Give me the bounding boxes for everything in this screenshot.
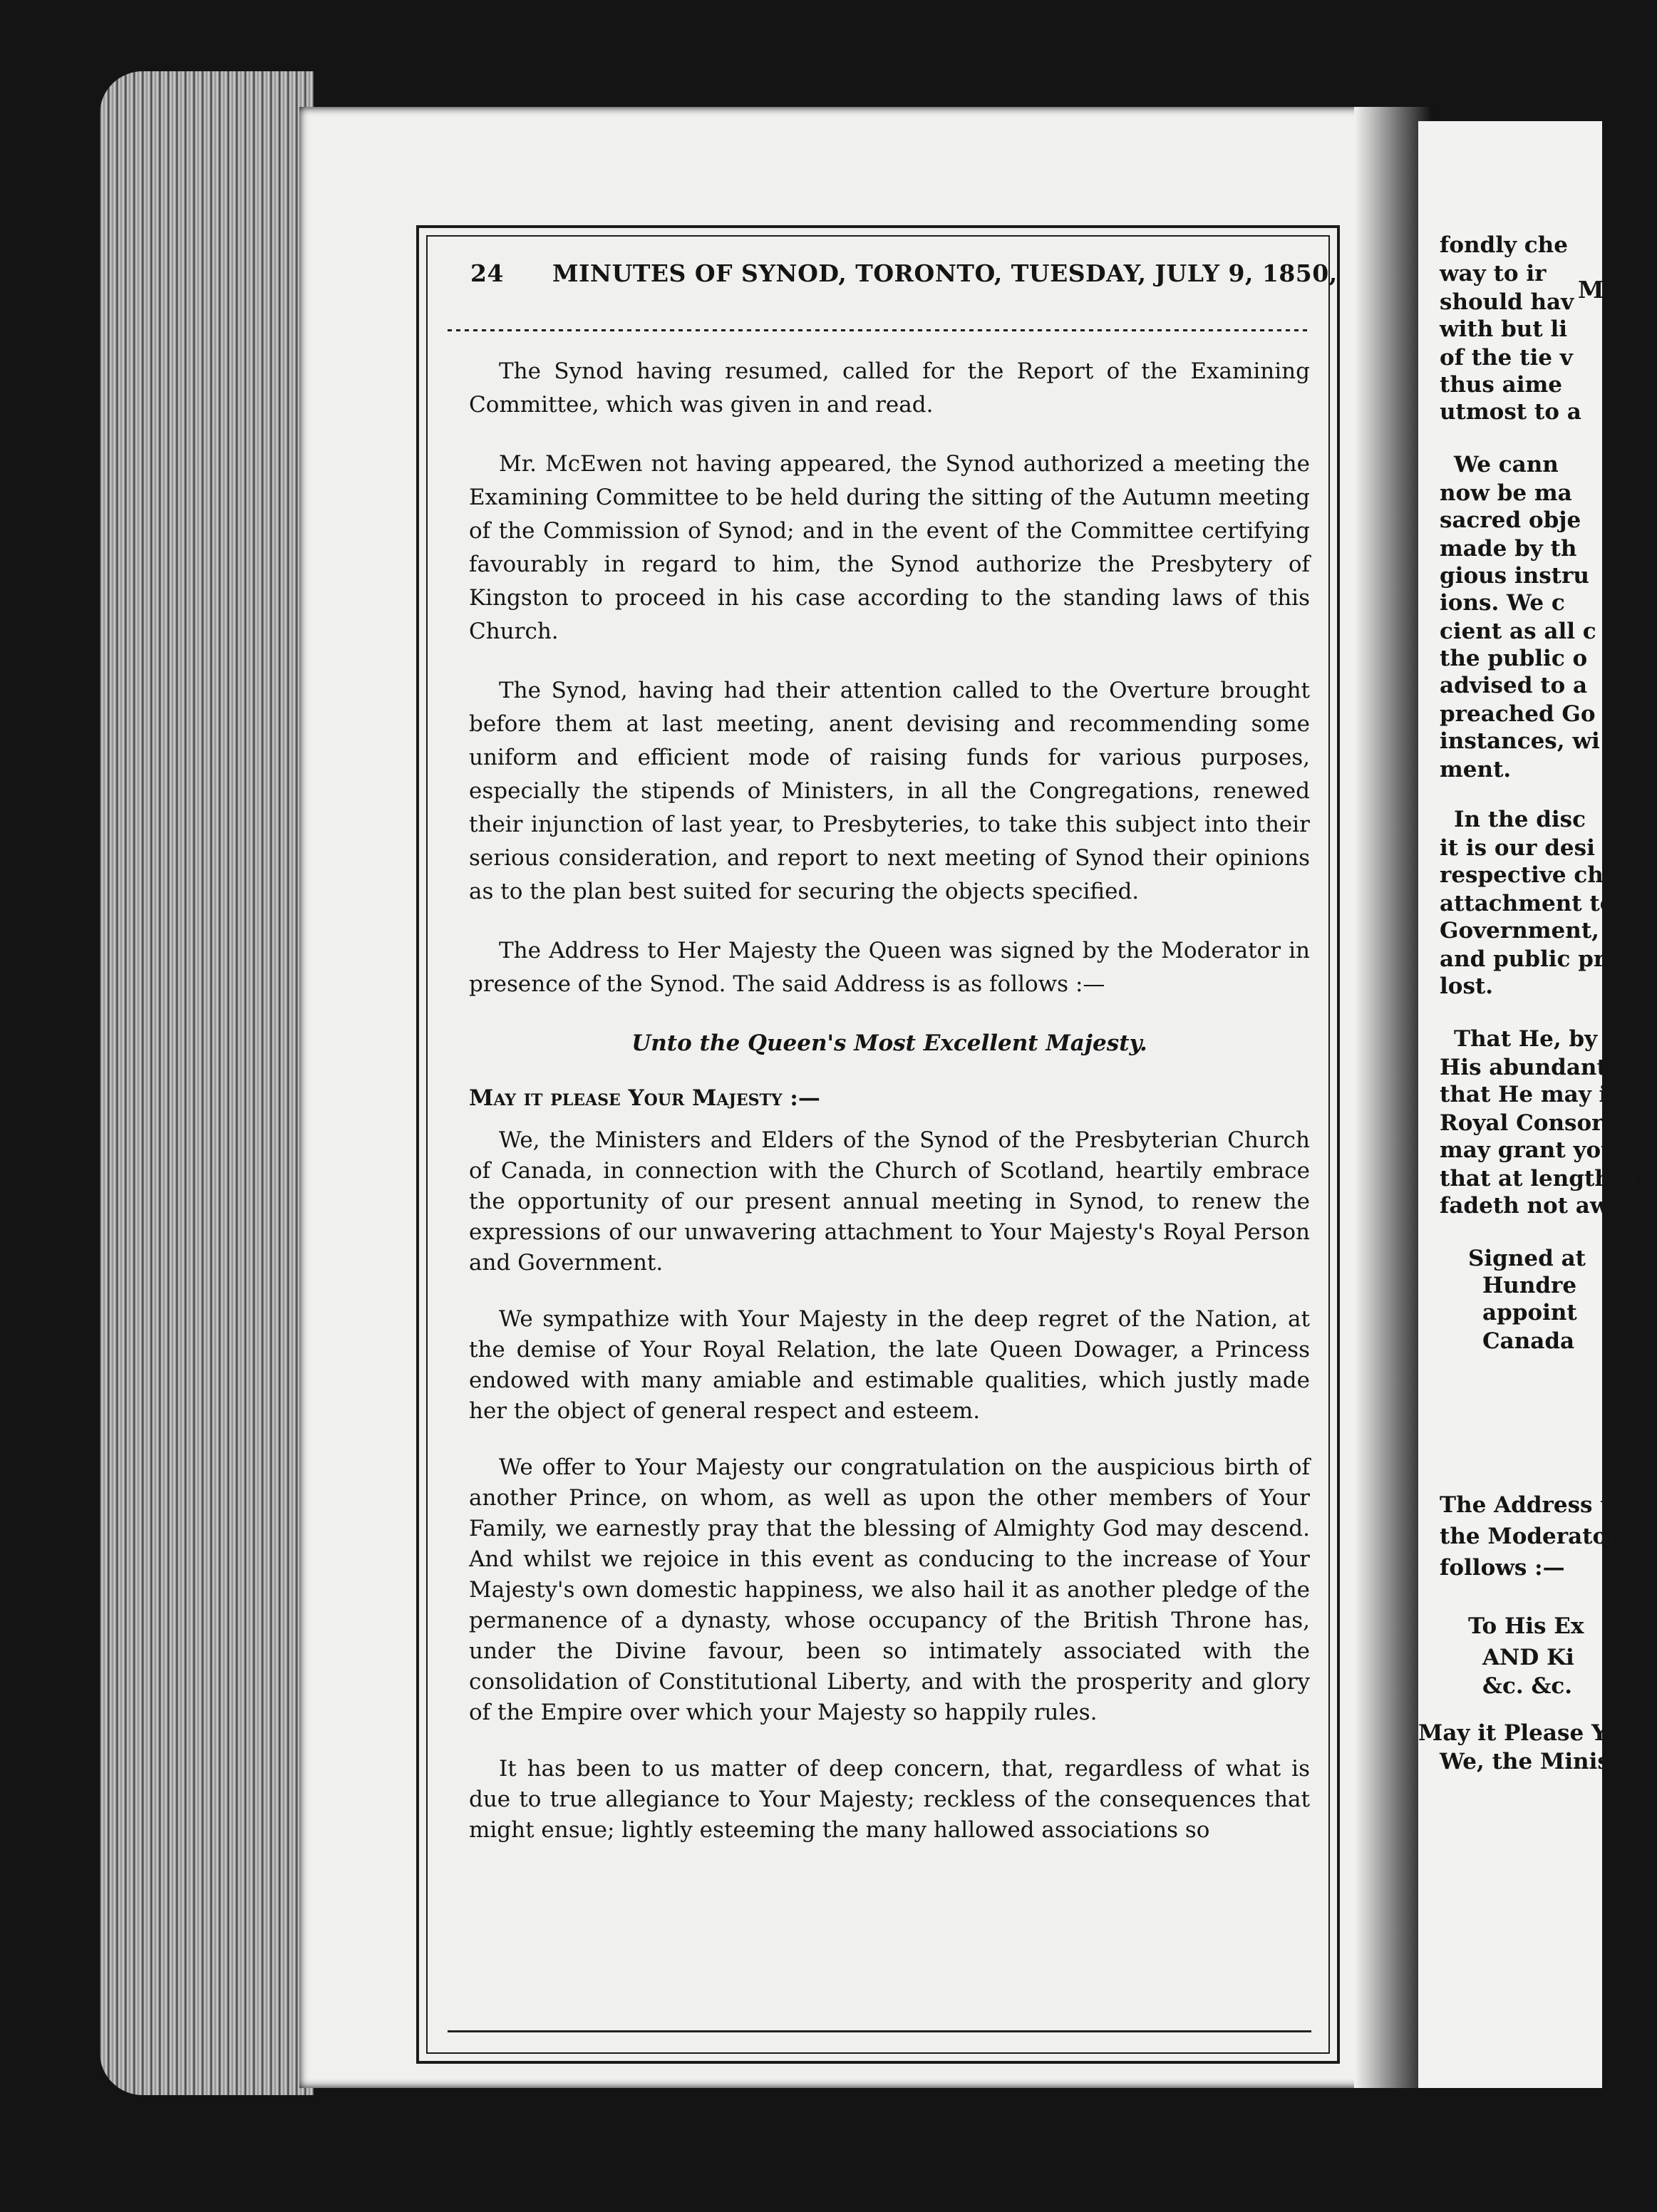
paragraph-mcewen: Mr. McEwen not having appeared, the Synod authorized a meeting the Examining Committee to be held during the sitting of the Autumn meeting of the Commission of Synod; and in the event of the Committee certifying favourably in regard to him, the Synod authorize the Presbytery of Kingston to proceed in his case according to the standing laws of this Church. (469, 451, 1310, 644)
right-page-line: should hav (1440, 289, 1574, 315)
page-body (469, 355, 1310, 1871)
right-page-line: thus aime (1440, 372, 1563, 398)
right-page-line: We cann (1454, 452, 1559, 477)
right-page-line: Government, a (1440, 918, 1621, 944)
right-page-line: His abundant (1440, 1055, 1607, 1080)
running-header (470, 259, 1338, 287)
right-page-line: fadeth not away (1440, 1193, 1636, 1219)
right-page-line: To His Ex (1468, 1613, 1584, 1639)
address-paragraph-attachment: We, the Ministers and Elders of the Synod of the Presbyterian Church of Canada, in connection with the Church of Scotland, heartily embrace the opportunity of our present annual meeting in Synod, to renew the expressions of our unwavering attachment to Your Majesty's Royal Person and Government. (469, 1127, 1310, 1276)
footer-rule (448, 2030, 1311, 2032)
right-page-line: ment. (1440, 757, 1512, 782)
right-page-line: way to ir (1440, 261, 1547, 286)
paragraph-examining-report: The Synod having resumed, called for the Report of the Examining Committee, which was given in and read. (469, 358, 1310, 418)
right-page-line: cient as all c (1440, 619, 1596, 644)
address-title: Unto the Queen's Most Excellent Majesty. (631, 1030, 1147, 1056)
right-page-line: with but li (1440, 316, 1567, 342)
left-page-frame (416, 225, 1340, 2064)
right-page-line: the Moderator, in (1440, 1524, 1657, 1549)
right-page-line: follows :— (1440, 1555, 1565, 1581)
right-page-line: instances, wi (1440, 728, 1600, 754)
right-page-header: M (1578, 276, 1604, 304)
right-page-text (1418, 143, 1657, 1782)
right-page-line: and public pro (1440, 946, 1620, 972)
right-page-line: fondly che (1440, 232, 1568, 258)
address-salutation: May it please Your Majesty :— (469, 1085, 820, 1111)
right-page-line: &c. &c. (1482, 1673, 1573, 1699)
right-page-line: May it Please Y (1418, 1720, 1608, 1746)
right-page-line: AND Ki (1482, 1645, 1574, 1670)
right-page-line: attachment to (1440, 891, 1615, 916)
right-page-line: now be ma (1440, 480, 1572, 506)
right-page-line: the public o (1440, 646, 1588, 671)
right-page-line: Hundre (1482, 1273, 1577, 1298)
address-paragraph-sympathy: We sympathize with Your Majesty in the deep regret of the Nation, at the demise of Your Royal Relation, the late Queen Dowager, a Princess endowed with many amiable and estimable qualities, which justly made her the object of general respect and esteem. (469, 1306, 1310, 1424)
right-page-line: That He, by (1454, 1026, 1598, 1052)
book-page-edges (100, 71, 314, 2095)
right-page-line: ions. We c (1440, 590, 1565, 616)
paragraph-overture: The Synod, having had their attention called to the Overture brought before them at last meeting, anent devising and recommending some uniform and efficient mode of raising funds for various purposes, especially the stipends of Ministers, in all the Congregations, renewed their injunction of last year, to Presbyteries, to take this subject into their serious consideration, and report to next meeting of Synod their opinions as to the plan best suited for securing the objects specified. (469, 678, 1310, 904)
right-page-line: appoint (1482, 1300, 1577, 1325)
page-number: 24 (470, 259, 504, 287)
right-page-line: it is our desi (1440, 835, 1595, 861)
right-page-line: We, the Minister (1440, 1749, 1646, 1774)
paragraph-address-signed: The Address to Her Majesty the Queen was signed by the Moderator in presence of the Synod. The said Address is as follows :— (469, 938, 1310, 997)
right-page-line: that He may i (1440, 1082, 1608, 1107)
running-head-title: MINUTES OF SYNOD, TORONTO, TUESDAY, JULY 9, 1850, (552, 259, 1338, 287)
right-page-line: that at length H (1440, 1166, 1639, 1192)
right-page-line: utmost to a (1440, 399, 1581, 425)
right-page-line: advised to a (1440, 673, 1588, 698)
right-page-line: sacred obje (1440, 507, 1581, 533)
right-page-line: gious instru (1440, 563, 1589, 589)
right-page-line: In the disc (1454, 807, 1586, 832)
address-paragraph-congratulation: We offer to Your Majesty our congratulation on the auspicious birth of another Prince, on whom, as well as upon the other members of Your Family, we earnestly pray that the blessing of Almighty God may descend. And whilst we rejoice in this event as conducing to the increase of Your Majesty's own domestic happiness, we also hail it as another pledge of the permanence of a dynasty, whose occupancy of the British Throne has, under the Divine favour, been so intimately associated with the consolidation of Constitutional Liberty, and with the prosperity and glory of the Empire over which your Majesty so happily rules. (469, 1454, 1310, 1725)
right-page-line: may grant you (1440, 1137, 1617, 1163)
address-paragraph-concern: It has been to us matter of deep concern, that, regardless of what is due to true allegiance to Your Majesty; reckless of the consequences that might ensue; lightly esteeming the many hallowed associations so (469, 1756, 1310, 1843)
header-rule (448, 329, 1311, 331)
right-page-line: The Address to (1440, 1492, 1626, 1518)
right-page-line: Signed at (1468, 1246, 1586, 1271)
right-page-line: respective cha (1440, 862, 1618, 888)
right-page-line: lost. (1440, 973, 1494, 999)
right-page-line: made by th (1440, 536, 1577, 562)
right-page-line: Royal Consort (1440, 1110, 1614, 1136)
right-page-line: Canada (1482, 1328, 1575, 1354)
right-page-line: preached Go (1440, 701, 1596, 727)
right-page-line: of the tie v (1440, 345, 1573, 371)
